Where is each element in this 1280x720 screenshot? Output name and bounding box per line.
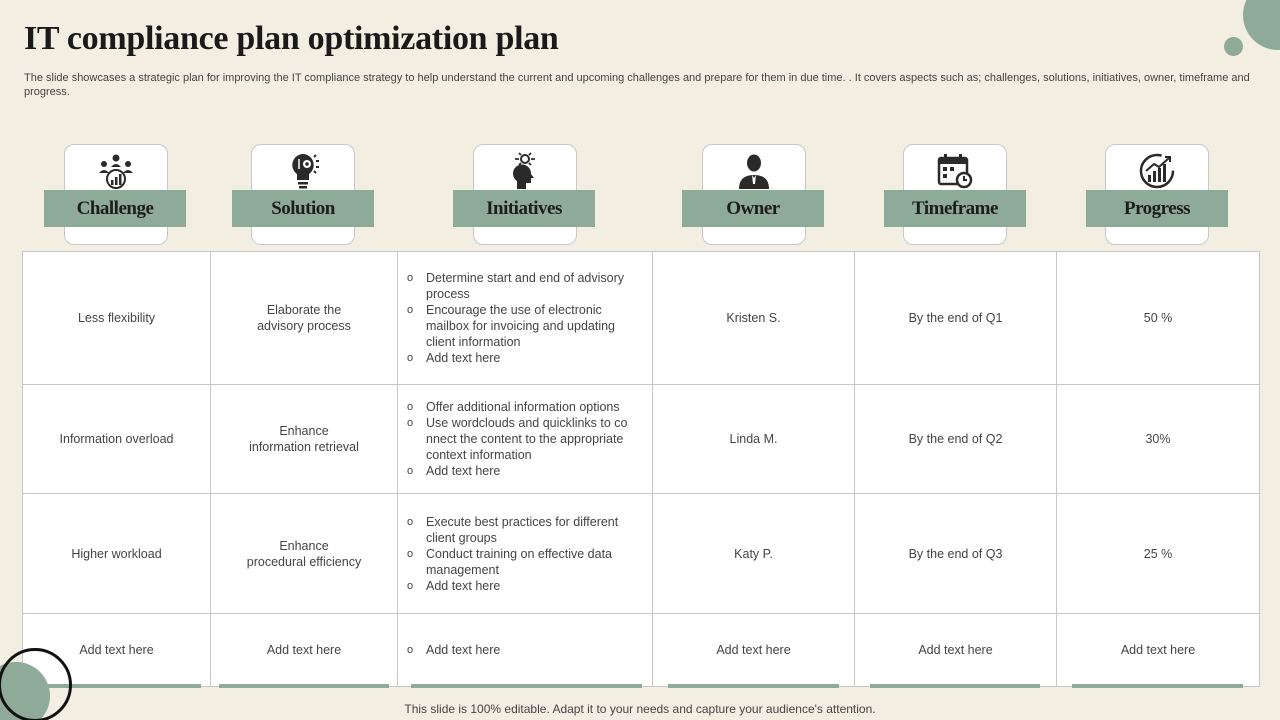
growth-chart-icon bbox=[1137, 151, 1177, 191]
page-subtitle: The slide showcases a strategic plan for improving the IT compliance strategy to help understand the current and upcoming challenges and prepare for them in due time. . It covers aspects such as; challenges, solutions, initiatives, owner, timeframe and progress. bbox=[24, 72, 1250, 98]
progress-cell: Add text here bbox=[1057, 614, 1260, 687]
initiative-item: o Execute best practices for different client groups bbox=[406, 514, 642, 546]
challenge-cell: Higher workload bbox=[23, 494, 211, 614]
page-title: IT compliance plan optimization plan bbox=[24, 20, 559, 57]
table-row bbox=[23, 252, 1260, 385]
timeframe-cell: By the end of Q3 bbox=[855, 494, 1057, 614]
solution-line-1: Elaborate the bbox=[266, 303, 342, 317]
progress-cell: 50 % bbox=[1057, 252, 1260, 385]
team-chart-icon bbox=[96, 151, 136, 191]
initiatives-cell bbox=[398, 614, 653, 687]
initiative-item: o Determine start and end of advisory process bbox=[406, 270, 642, 302]
table-row bbox=[23, 385, 1260, 494]
header-solution: Solution bbox=[232, 190, 374, 227]
challenge-cell: Add text here bbox=[23, 614, 211, 687]
column-underline bbox=[219, 684, 389, 688]
initiative-item: o Add text here bbox=[406, 578, 642, 594]
owner-cell: Katy P. bbox=[653, 494, 855, 614]
initiative-item: o Add text here bbox=[406, 350, 642, 366]
progress-cell: 30% bbox=[1057, 385, 1260, 494]
owner-cell: Linda M. bbox=[653, 385, 855, 494]
column-underline bbox=[411, 684, 642, 688]
challenge-cell: Information overload bbox=[23, 385, 211, 494]
header-initiatives: Initiatives bbox=[453, 190, 595, 227]
owner-cell: Kristen S. bbox=[653, 252, 855, 385]
decorative-circle-small bbox=[1224, 37, 1243, 56]
solution-cell bbox=[211, 252, 398, 385]
solution-cell: Add text here bbox=[211, 614, 398, 687]
initiative-item: o Add text here bbox=[406, 642, 642, 658]
solution-cell bbox=[211, 494, 398, 614]
owner-cell: Add text here bbox=[653, 614, 855, 687]
header-timeframe: Timeframe bbox=[884, 190, 1026, 227]
header-owner: Owner bbox=[682, 190, 824, 227]
progress-cell: 25 % bbox=[1057, 494, 1260, 614]
timeframe-cell: By the end of Q2 bbox=[855, 385, 1057, 494]
head-gear-bulb-icon bbox=[283, 151, 323, 191]
table-row bbox=[23, 614, 1260, 687]
solution-line-2: information retrieval bbox=[249, 440, 359, 454]
decorative-circle-large bbox=[1243, 0, 1280, 50]
head-idea-icon bbox=[505, 151, 545, 191]
table-row bbox=[23, 494, 1260, 614]
column-underline bbox=[1072, 684, 1243, 688]
person-icon bbox=[734, 151, 774, 191]
column-underline bbox=[668, 684, 839, 688]
initiative-item: o Conduct training on effective data management bbox=[406, 546, 642, 578]
initiative-item: o Use wordclouds and quicklinks to co nnect the content to the appropriate context information bbox=[406, 415, 642, 463]
header-challenge: Challenge bbox=[44, 190, 186, 227]
footer-note: This slide is 100% editable. Adapt it to your needs and capture your audience's attention. bbox=[404, 702, 876, 716]
column-underline bbox=[870, 684, 1040, 688]
solution-line-1: Enhance bbox=[279, 538, 329, 553]
initiative-item: o Encourage the use of electronic mailbox for invoicing and updating client information bbox=[406, 302, 642, 350]
timeframe-cell: Add text here bbox=[855, 614, 1057, 687]
solution-line-2: procedural efficiency bbox=[246, 554, 362, 569]
timeframe-cell: By the end of Q1 bbox=[855, 252, 1057, 385]
initiatives-cell bbox=[398, 385, 653, 494]
header-progress: Progress bbox=[1086, 190, 1228, 227]
initiatives-cell bbox=[398, 252, 653, 385]
initiative-item: o Add text here bbox=[406, 463, 642, 479]
solution-line-1: Enhance bbox=[279, 424, 329, 438]
calendar-clock-icon bbox=[935, 151, 975, 191]
solution-cell bbox=[211, 385, 398, 494]
initiatives-cell bbox=[398, 494, 653, 614]
compliance-plan-table bbox=[22, 251, 1260, 687]
solution-line-2: advisory process bbox=[257, 319, 351, 333]
challenge-cell: Less flexibility bbox=[23, 252, 211, 385]
initiative-item: o Offer additional information options bbox=[406, 399, 642, 415]
